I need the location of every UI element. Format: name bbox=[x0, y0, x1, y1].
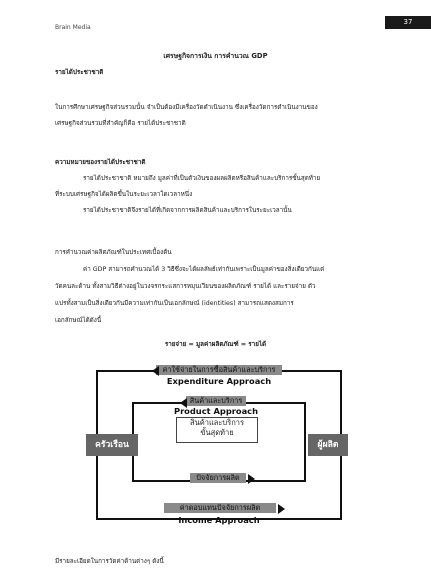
final-goods-line1: สินค้าและบริการ bbox=[190, 418, 244, 427]
goods-services-label: สินค้าและบริการ bbox=[186, 396, 246, 406]
section-heading-gdp-calc: การคำนวณค่าผลิตภัณฑ์ในประเทศเบื้องต้น bbox=[55, 249, 172, 256]
arrow-right-icon bbox=[248, 474, 255, 484]
arrow-left-icon bbox=[152, 366, 159, 376]
household-node: ครัวเรือน bbox=[86, 434, 138, 456]
arrow-right-icon bbox=[278, 504, 285, 514]
final-goods-box bbox=[176, 417, 258, 443]
factors-label: ปัจจัยการผลิต bbox=[190, 473, 246, 483]
page-number: 37 bbox=[385, 16, 431, 29]
final-goods-line2: ขั้นสุดท้าย bbox=[200, 428, 234, 437]
section-heading-national-income: รายได้ประชาชาติ bbox=[55, 69, 104, 76]
arrow-left-icon bbox=[180, 398, 187, 408]
paragraph-line: ที่ระบบเศรษฐกิจได้ผลิตขึ้นในระยะเวลาใดเวลาหนึ่ง bbox=[55, 191, 193, 198]
product-approach-label: Product Approach bbox=[173, 406, 258, 416]
closing-line: มีรายละเอียดในการวัดค่าด้านต่างๆ ดังนี้ bbox=[55, 558, 164, 565]
income-approach-label: Income Approach bbox=[178, 515, 260, 525]
paragraph-line: รายได้ประชาชาติจึงรายได้ที่เกิดจากการผลิตสินค้าและบริการในระยะเวลานั้น bbox=[83, 207, 292, 214]
section-heading-meaning: ความหมายของรายได้ประชาชาติ bbox=[55, 159, 146, 166]
identity-equation: รายจ่าย = มูลค่าผลิตภัณฑ์ = รายได้ bbox=[164, 341, 267, 348]
paragraph-line: วัดคนละด้าน ทั้งสามวิธีต่างอยู่ในวงจรกระแสการหมุนเวียนของผลิตภัณฑ์ รายได้ และรายจ่าย ตัว bbox=[55, 283, 316, 290]
circular-flow-diagram bbox=[96, 360, 342, 530]
publisher-name: Brain Media bbox=[55, 24, 91, 31]
expenditure-label: ค่าใช้จ่ายในการซื้อสินค้าและบริการ bbox=[156, 365, 282, 375]
paragraph-line: เศรษฐกิจส่วนรวมที่สำคัญก็คือ รายได้ประชาชาติ bbox=[55, 120, 186, 127]
page-title: เศรษฐกิจการเงิน การคำนวณ GDP bbox=[163, 52, 268, 60]
paragraph-line: แปรทั้งสามเป็นสิ่งเดียวกันมีความเท่ากันเป็นเอกลักษณ์ (identities) สามารถแสดงสมการ bbox=[55, 300, 294, 307]
paragraph-line: ในการศึกษาเศรษฐกิจส่วนรวมนั้น จำเป็นต้องมีเครื่องวัดดำเนินงาน ซึ่งเครื่องวัดการดำเนินงานของ bbox=[55, 104, 318, 111]
paragraph-line: ค่า GDP สามารถคำนวณได้ 3 วิธีซึ่งจะได้ผลลัพธ์เท่ากันเพราะเป็นมูลค่าของสิ่งเดียวกันแต่ bbox=[83, 266, 325, 273]
paragraph-line: รายได้ประชาชาติ หมายถึง มูลค่าที่เป็นตัวเงินของผลผลิตหรือสินค้าและบริการขั้นสุดท้าย bbox=[83, 175, 321, 182]
factor-income-label: ค่าตอบแทนปัจจัยการผลิต bbox=[164, 503, 276, 513]
paragraph-line: เอกลักษณ์ได้ดังนี้ bbox=[55, 317, 102, 324]
producer-node: ผู้ผลิต bbox=[308, 434, 348, 456]
expenditure-approach-label: Expenditure Approach bbox=[166, 376, 272, 386]
